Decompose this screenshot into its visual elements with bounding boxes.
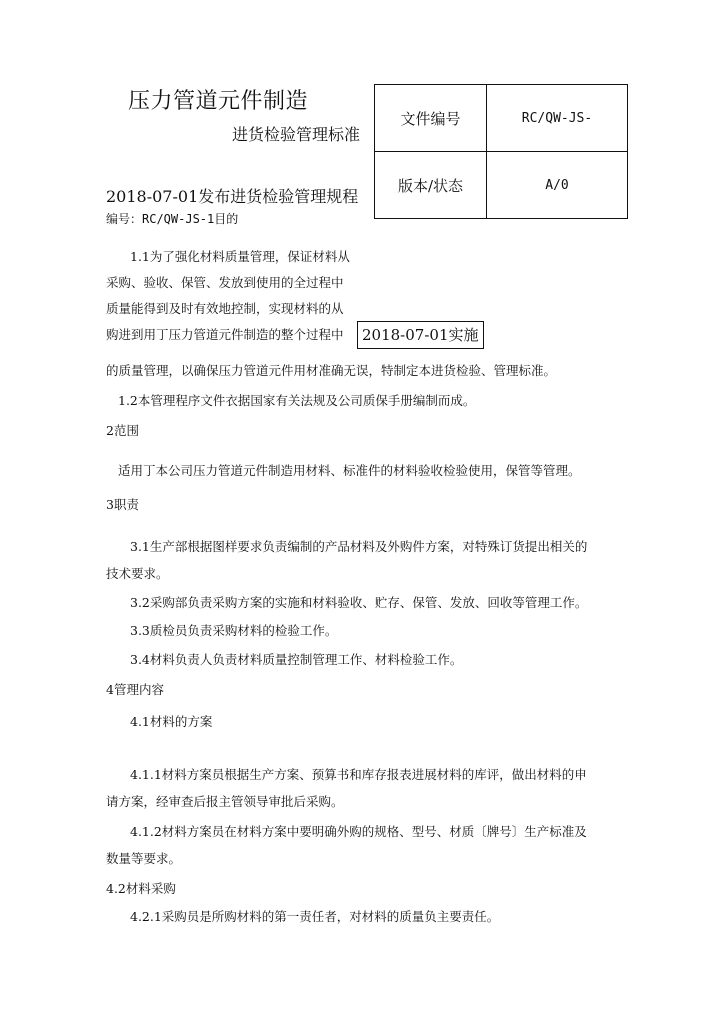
paragraph-3-2: 3.2采购部负责采购方案的实施和材料验收、贮存、保管、发放、回收等管理工作。 <box>130 595 588 610</box>
publish-date-line: 2018-07-01发布进货检验管理规程 <box>106 187 359 206</box>
text-line: 采购、验收、保管、发放到使用的全过程中 <box>106 275 344 290</box>
paragraph-1-1-tail: 的质量管理，以确保压力管道元件用材准确无误，特制定本进货检验、管理标准。 <box>106 363 557 378</box>
text-line: 购进到用丁压力管道元件制造的整个过程中 <box>106 327 344 342</box>
info-label: 文件编号 <box>375 85 487 152</box>
text-line: 1.1为了强化材料质量管理，保证材料从 <box>130 249 350 264</box>
section-heading-responsibilities: 3职责 <box>106 497 139 512</box>
paragraph-4-1-1: 4.1.1材料方案员根据生产方案、预算书和库存报表进展材料的库评，做出材料的申 <box>130 767 587 782</box>
subsection-heading-4-2: 4.2材料采购 <box>106 881 176 896</box>
effective-date-stamp: 2018-07-01实施 <box>357 321 484 349</box>
paragraph-3-1-cont: 技术要求。 <box>106 566 169 581</box>
document-title: 压力管道元件制造 <box>128 89 309 114</box>
document-code-line: 编号：RC/QW-JS-1目的 <box>106 212 239 226</box>
paragraph-3-1: 3.1生产部根据图样要求负责编制的产品材料及外购件方案，对特殊订货提出相关的 <box>130 539 588 554</box>
info-row-version <box>375 152 628 219</box>
info-value: A/0 <box>487 152 628 219</box>
paragraph-3-3: 3.3质检员负责采购材料的检验工作。 <box>130 623 338 638</box>
paragraph-4-1-1-cont: 请方案，经审查后报主管领导审批后采购。 <box>106 794 344 809</box>
paragraph-2: 适用丁本公司压力管道元件制造用材料、标准件的材料验收检验使用，保管等管理。 <box>118 463 581 478</box>
info-label: 版本/状态 <box>375 152 487 219</box>
paragraph-4-1-2: 4.1.2材料方案员在材料方案中要明确外购的规格、型号、材质〔牌号〕生产标准及 <box>130 824 587 839</box>
text-line: 质量能得到及时有效地控制，实现材料的从 <box>106 301 344 316</box>
document-subtitle: 进货检验管理标准 <box>232 125 361 144</box>
paragraph-1-2: 1.2本管理程序文件衣据国家有关法规及公司质保手册编制而成。 <box>118 393 476 408</box>
document-info-table <box>374 84 628 219</box>
paragraph-4-1-2-cont: 数量等要求。 <box>106 851 182 866</box>
section-heading-management: 4管理内容 <box>106 682 164 697</box>
section-heading-scope: 2范围 <box>106 423 139 438</box>
info-row-file-number <box>375 85 628 152</box>
paragraph-3-4: 3.4材料负责人负责材料质量控制管理工作、材料检验工作。 <box>130 652 463 667</box>
subsection-heading-4-1: 4.1材料的方案 <box>130 714 213 729</box>
paragraph-4-2-1: 4.2.1采购员是所购材料的第一责任者，对材料的质量负主要责任。 <box>130 909 500 924</box>
info-value: RC/QW-JS- <box>487 85 628 152</box>
paragraph-1-1 <box>106 244 350 348</box>
